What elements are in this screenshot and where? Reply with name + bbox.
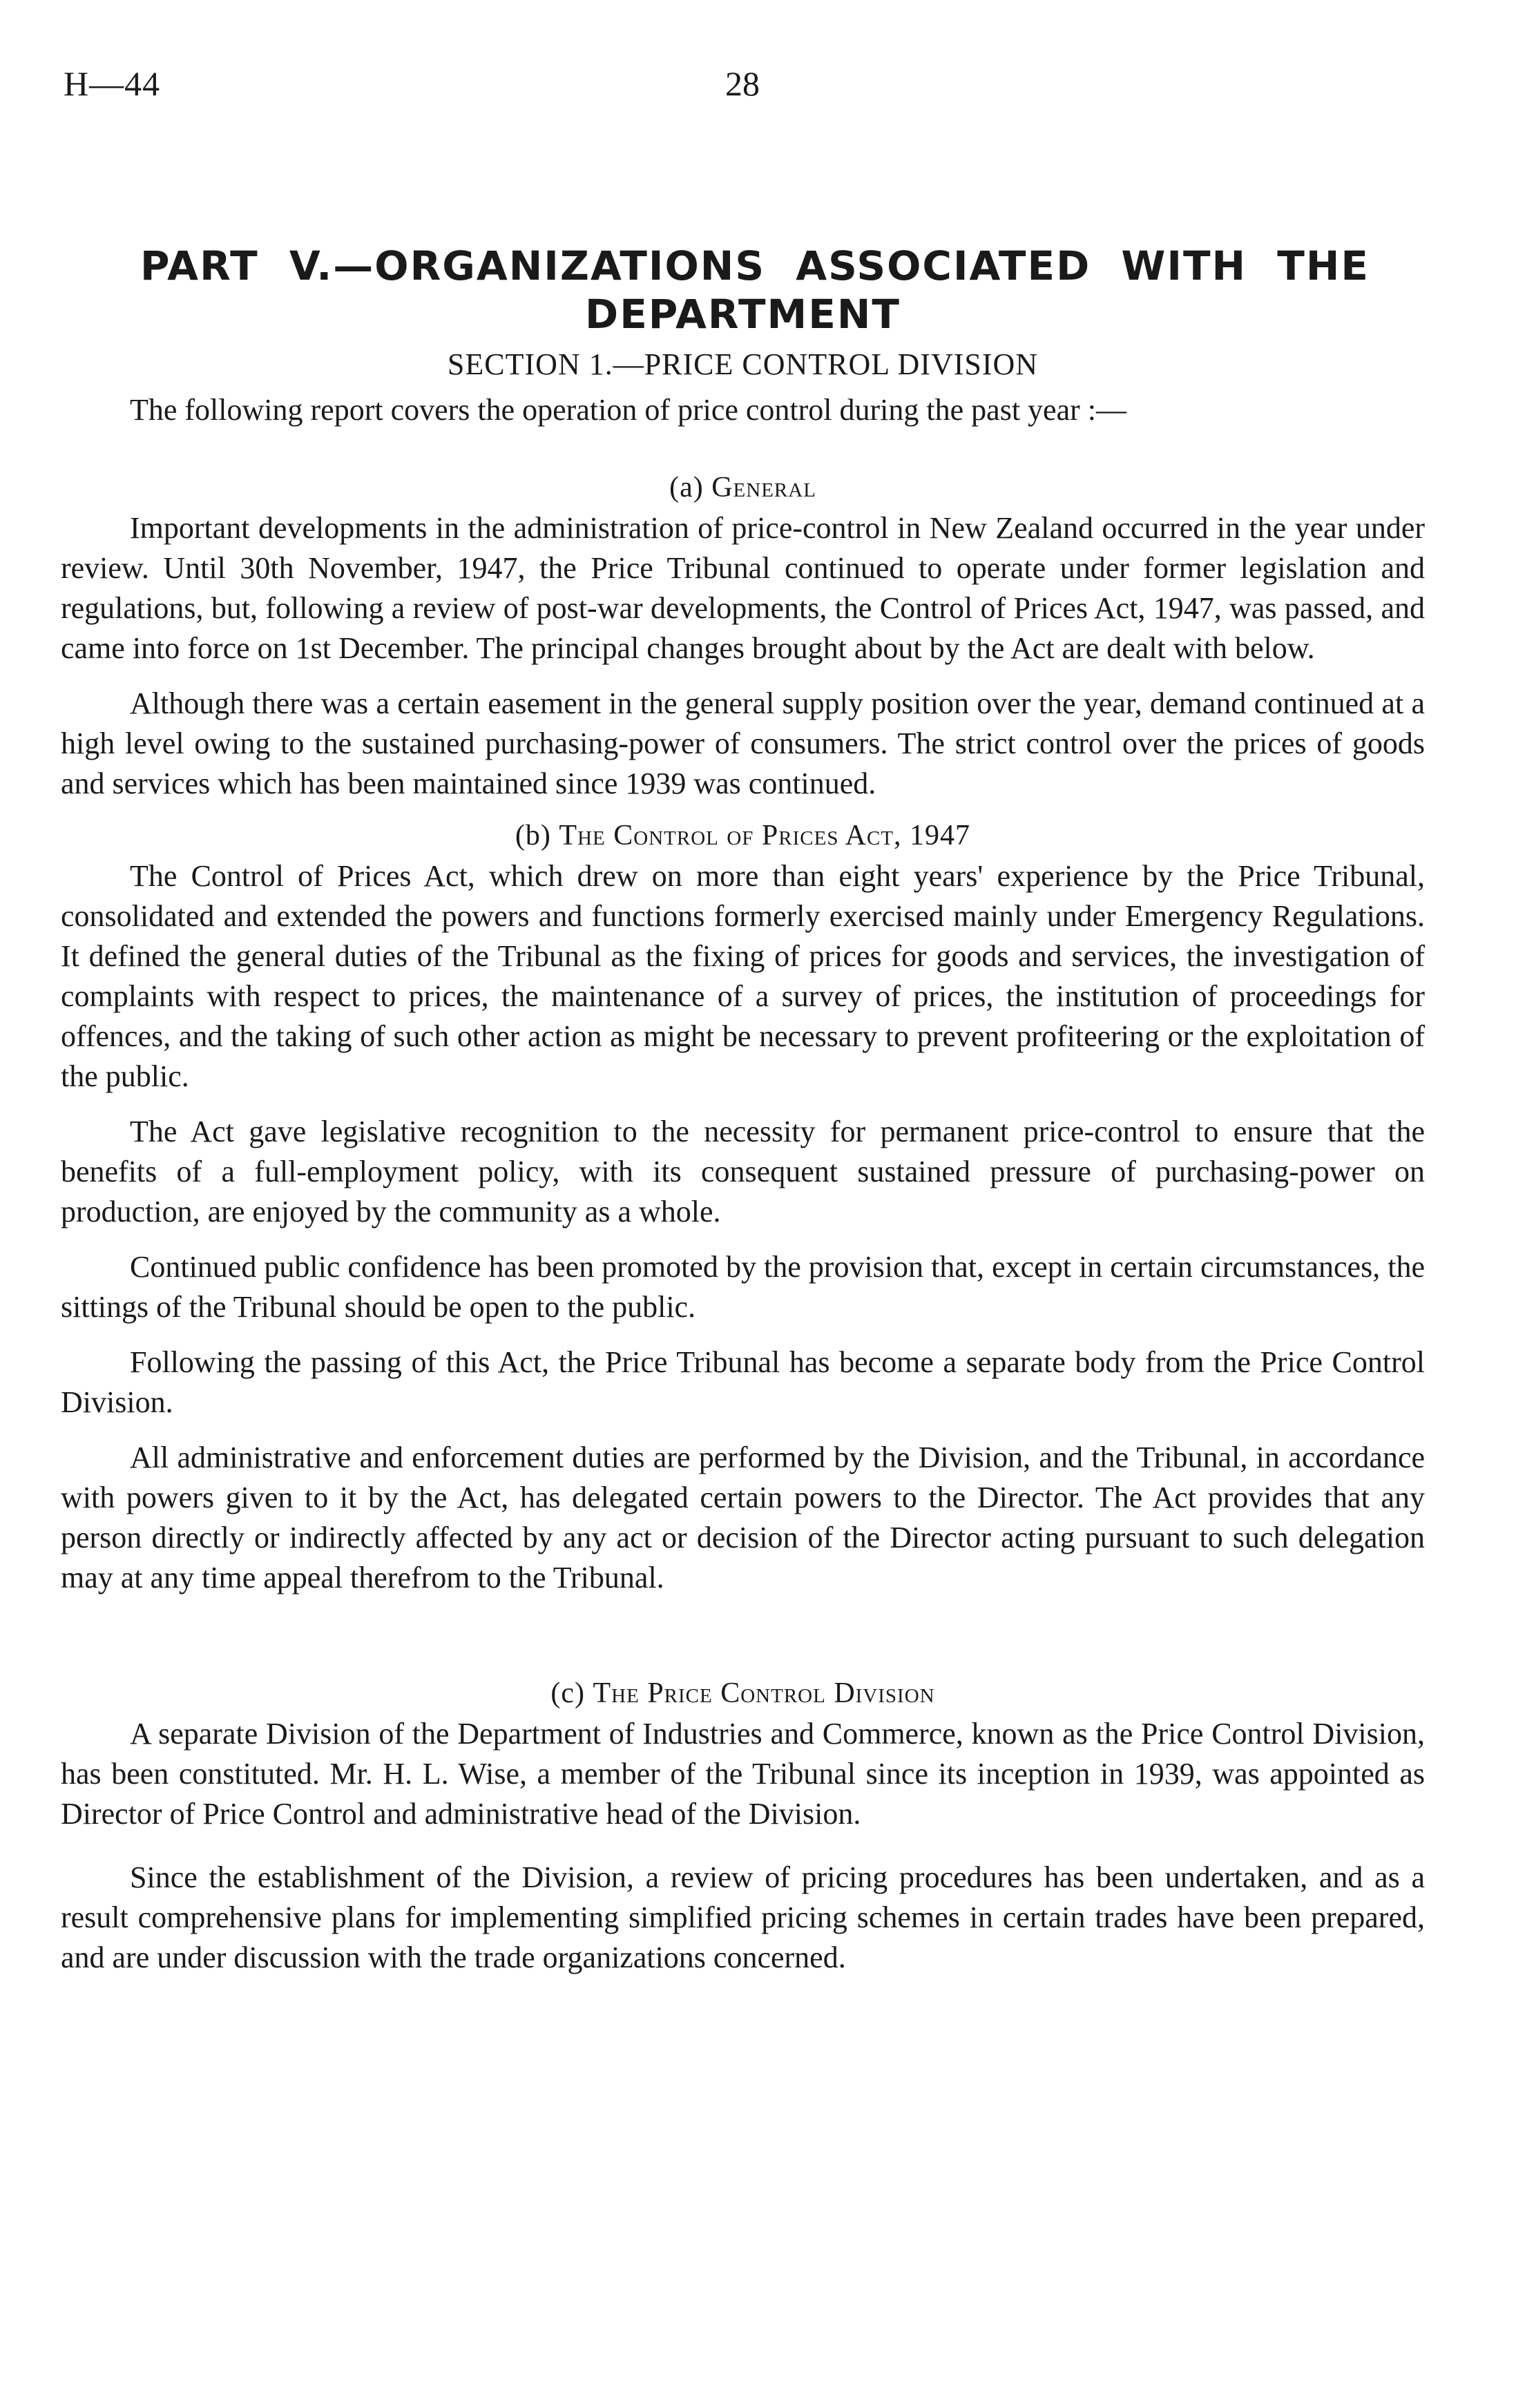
paragraph: Important developments in the administration of price-control in New Zealand occurred in the year under review. Until 30th November, 1947, the Price Tribunal continued to operate under former legislation and regulations, but, following a review of post-war developments, the Control of Prices Act, 1947, was passed, and came into force on 1st December. The principal changes brought about by the Act are dealt with below. bbox=[61, 511, 1425, 665]
paragraph: A separate Division of the Department of Industries and Commerce, known as the Price Control Division, has been constituted. Mr. H. L. Wise, a member of the Tribunal since its inception in 1939, was appointed as Director of Price Control and administrative head of the Division. bbox=[61, 1717, 1425, 1831]
page-number: 28 bbox=[725, 64, 760, 103]
subsection-heading-text: The Price Control Division bbox=[593, 1677, 935, 1709]
paragraph: Continued public confidence has been promoted by the provision that, except in certain circumstances, the sittings of the Tribunal should be open to the public. bbox=[61, 1250, 1425, 1324]
subsection-heading-general bbox=[61, 467, 1425, 508]
section-intro: The following report covers the operation of price control during the past year :— bbox=[130, 393, 1126, 427]
subsection-heading-text: General bbox=[711, 472, 816, 503]
paragraph: Although there was a certain easement in the general supply position over the year, demand continued at a high level owing to the sustained purchasing-power of consumers. The strict control over the prices of goods and services which has been maintained since 1939 was continued. bbox=[61, 686, 1425, 800]
section-title: SECTION 1.—PRICE CONTROL DIVISION bbox=[447, 347, 1039, 381]
part-title-line-1: PART V.—ORGANIZATIONS ASSOCIATED WITH THE bbox=[140, 242, 1370, 289]
subsection-prefix: (c) bbox=[550, 1677, 593, 1709]
subsection-prefix: (b) bbox=[515, 820, 559, 851]
part-title-line-2: DEPARTMENT bbox=[585, 291, 901, 338]
paragraph: Since the establishment of the Division, a review of pricing procedures has been undertaken, and as a result comprehensive plans for implementing simplified pricing schemes in certain trades have been prepared, and are under discussion with the trade organizations concerned. bbox=[61, 1860, 1425, 1974]
document-reference: H—44 bbox=[64, 64, 161, 103]
paragraph: The Act gave legislative recognition to the necessity for permanent price-control to ensure that the benefits of a full-employment policy, with its consequent sustained pressure of purchasing-power on production, are enjoyed by the community as a whole. bbox=[61, 1115, 1425, 1229]
subsection-heading-price-control-division bbox=[61, 1673, 1425, 1714]
paragraph: All administrative and enforcement duties are performed by the Division, and the Tribunal, in accordance with powers given to it by the Act, has delegated certain powers to the Director. The Act provides that any person directly or indirectly affected by any act or decision of the Director acting pursuant to such delegation may at any time appeal therefrom to the Tribunal. bbox=[61, 1441, 1425, 1595]
subsection-heading-control-of-prices-act bbox=[61, 815, 1425, 856]
subsection-prefix: (a) bbox=[669, 472, 712, 503]
paragraph: The Control of Prices Act, which drew on more than eight years' experience by the Price Tribunal, consolidated and extended the powers and functions formerly exercised mainly under Emergency Regulations. It defined the general duties of the Tribunal as the fixing of prices for goods and services, the investigation of complaints with respect to prices, the maintenance of a survey of prices, the institution of proceedings for offences, and the taking of such other action as might be necessary to prevent profiteering or the exploitation of the public. bbox=[61, 859, 1425, 1093]
subsection-heading-text: The Control of Prices Act, 1947 bbox=[559, 820, 971, 851]
paragraph: Following the passing of this Act, the Price Tribunal has become a separate body from the Price Control Division. bbox=[61, 1345, 1425, 1419]
part-title bbox=[61, 242, 1425, 338]
page-content bbox=[61, 242, 1425, 1978]
